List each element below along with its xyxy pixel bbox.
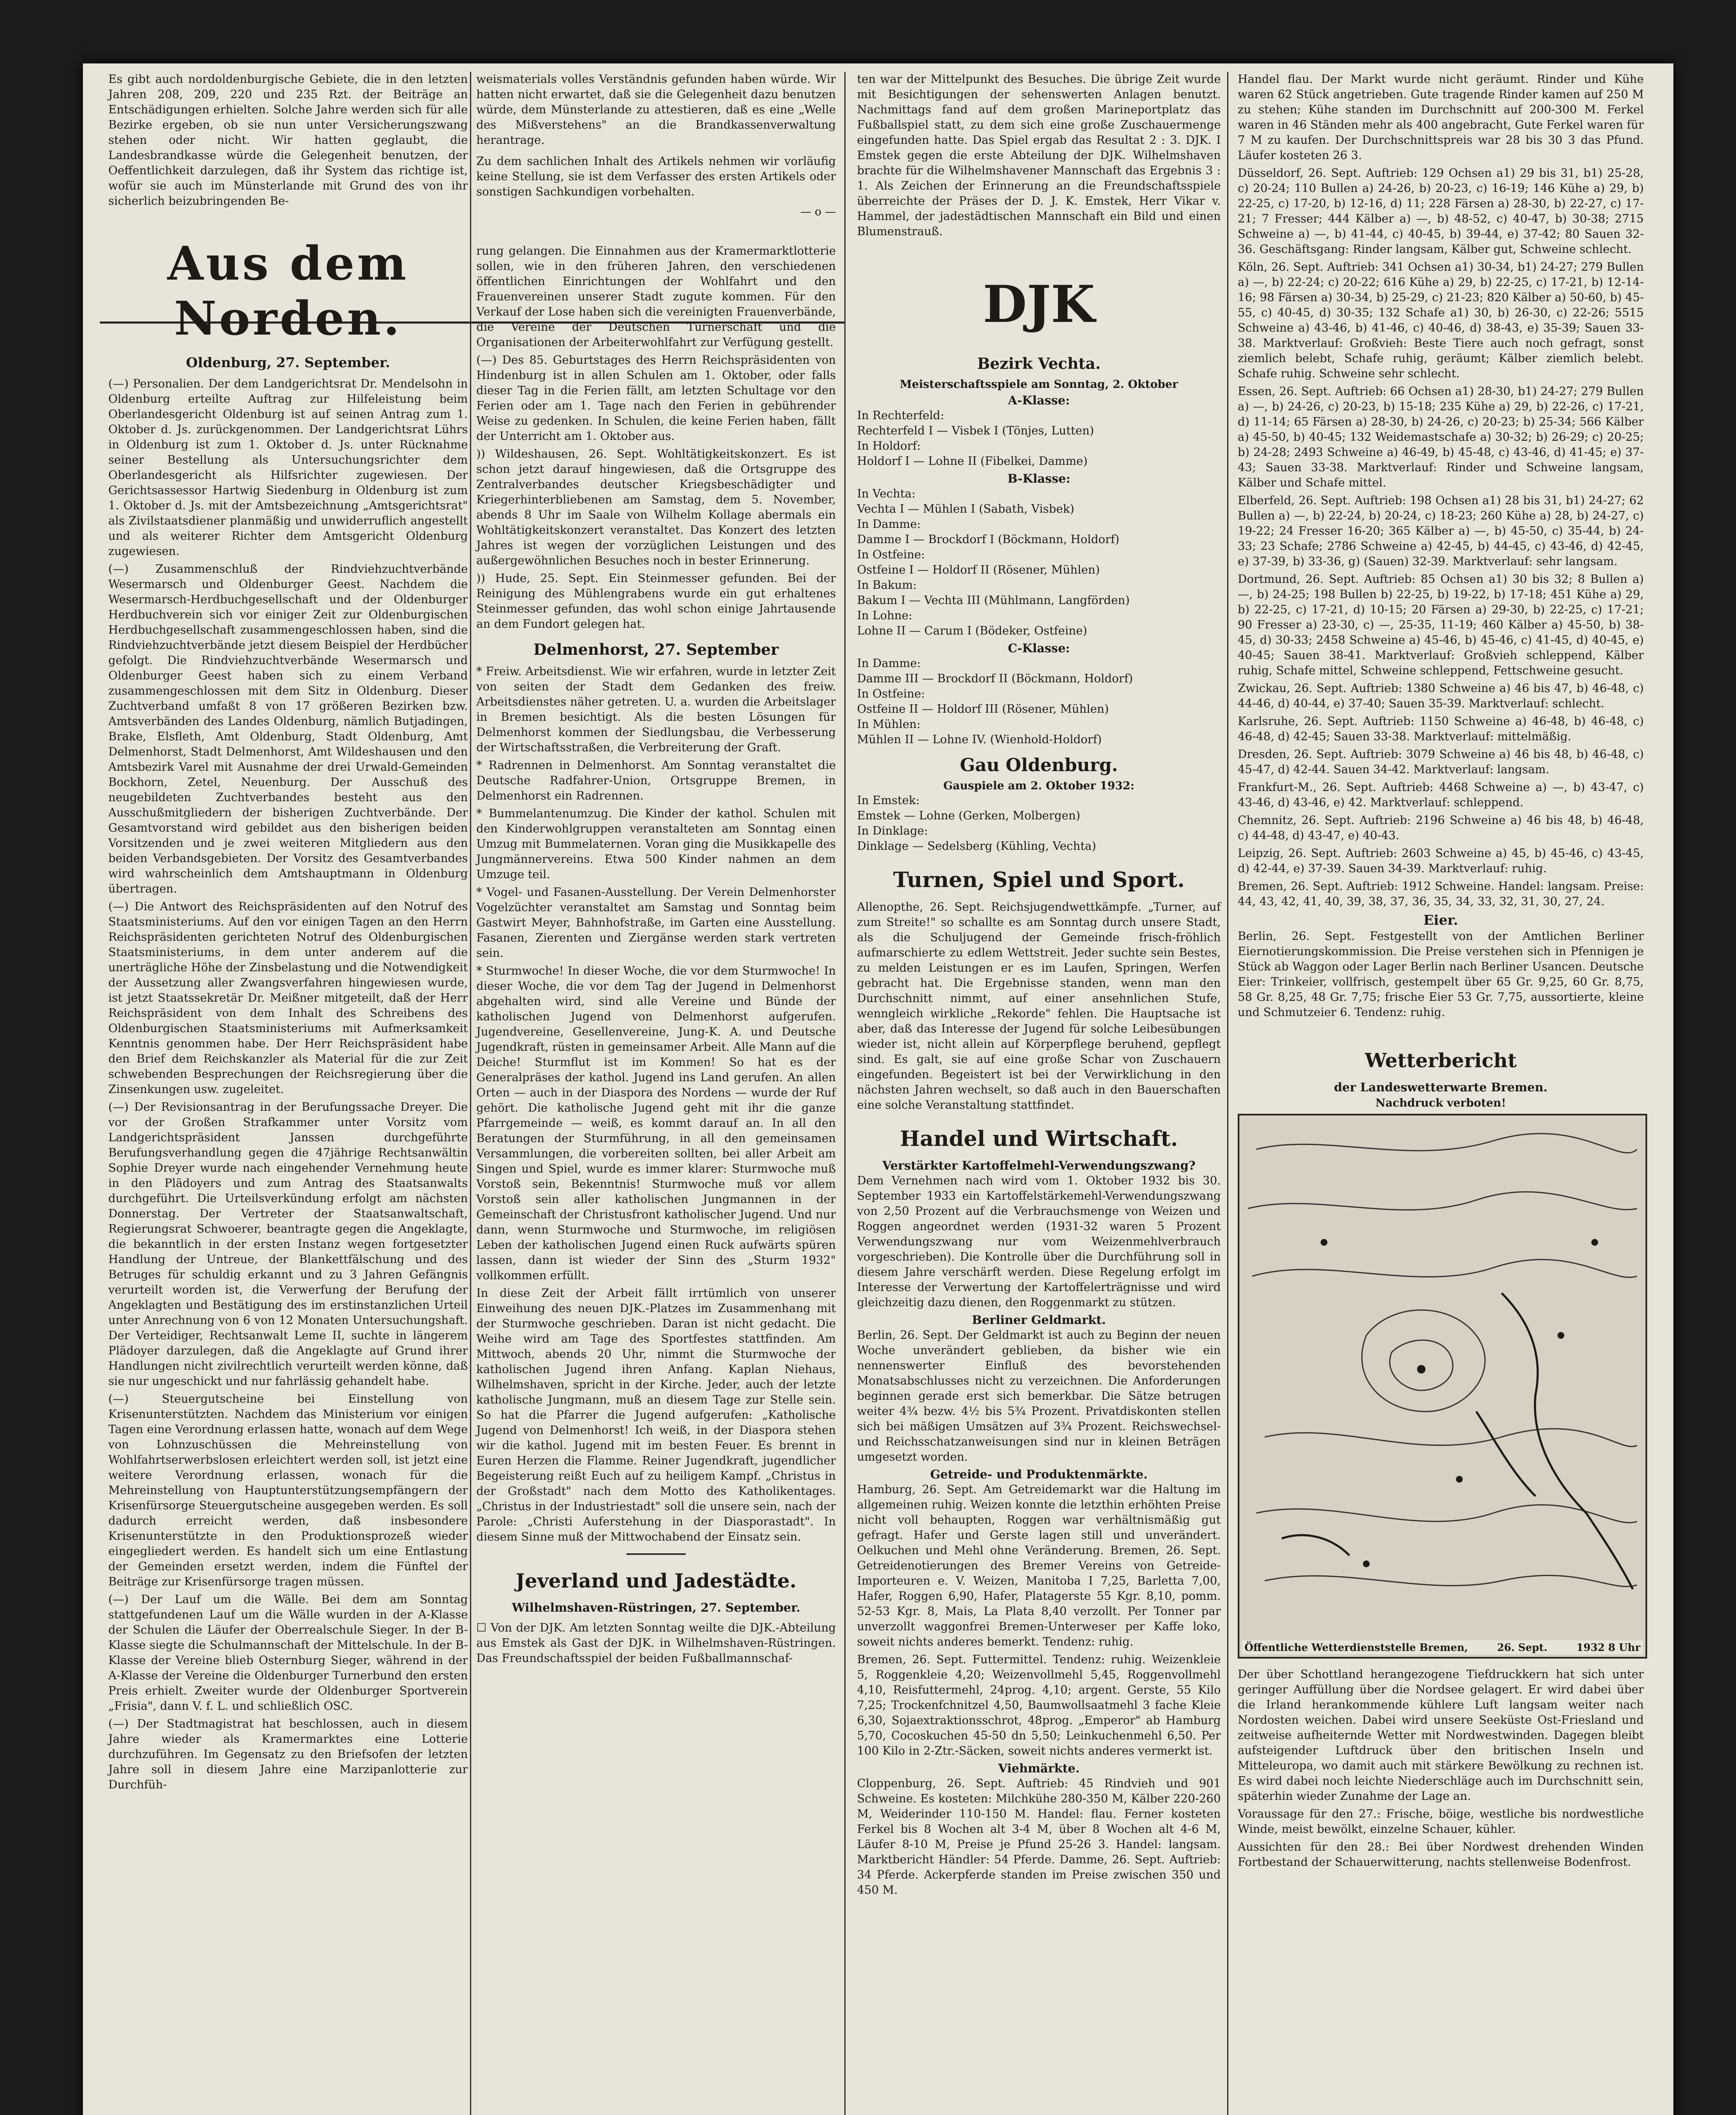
article-item: (—) Der Stadtmagistrat hat beschlossen, auch in diesem Jahre wieder als Kramermarktes eine Lotterie durchzuführen. Im Gegensatz zu den Briefsofen der letzten Jahre soll in diesem Jahre eine Marzipanlotterie zur Durchfüh- bbox=[108, 1717, 468, 1791]
article-item: )) Wildeshausen, 26. Sept. Wohltätigkeitskonzert. Es ist schon jetzt darauf hingewiesen, daß die Ortsgruppe des Zentralverbandes deutscher Kriegsbeschädigter und Kriegerhinterbliebenen am Samstag, dem 5. November, abends 8 Uhr im Saale von Wilhelm Kollage abermals ein Wohltätigkeitskonzert veranstaltet. Das Konzert des letzten Jahres ist wegen der vorzüglichen Leistungen und des außergewöhnlichen Besuches noch in bester Erinnerung. bbox=[476, 448, 836, 567]
top-middle-paragraph-1: weismaterials volles Verständnis gefunden haben würde. Wir hatten nicht erwartet, daß sie die Gelegenheit dazu benutzen würde, dem Münsterlande zu attestieren, daß es eine „Welle des Mißverstehens" an die Brandkassenverwaltung herantrage. bbox=[476, 73, 836, 147]
trade-subheading: Verstärkter Kartoffelmehl-Verwendungszwang? bbox=[882, 1159, 1196, 1173]
article-item: (—) Personalien. Der dem Landgerichtsrat Dr. Mendelsohn in Oldenburg erteilte Auftrag zur Hilfeleistung beim Oberlandesgericht Oldenburg ist auf seinen Antrag zum 1. Oktober d. Js. zurückgenommen. Der Landgerichtsrat Lührs in Oldenburg ist zum 1. Oktober d. Js. unter Rücknahme seiner Bestellung als Untersuchungsrichter dem Oberlandesgericht als Hilfsrichter zugewiesen. Der Gerichtsassessor Hartwig Siedenburg in Oldenburg ist zum 1. Oktober d. Js. mit der Amtsbezeichnung „Amtsgerichtsrat" als Zivilstaatsdiener planmäßig und unwiderruflich angestellt und als weiterer Richter dem Amtsgericht Oldenburg zugewiesen. bbox=[108, 377, 468, 558]
fixtures-a bbox=[857, 393, 1221, 469]
fixture-line: Emstek — Lohne (Gerken, Molbergen) bbox=[857, 809, 1080, 822]
dateline-wilhelmshaven: Wilhelmshaven-Rüstringen, 27. September. bbox=[511, 1601, 801, 1615]
logo-text: DJK bbox=[983, 275, 1095, 334]
class-label: A-Klasse: bbox=[1008, 393, 1070, 407]
end-mark: — o — bbox=[800, 206, 836, 218]
map-caption-time: 1932 8 Uhr bbox=[1576, 1641, 1640, 1654]
top-left-paragraph: Es gibt auch nordoldenburgische Gebiete, die in den letzten Jahren 208, 209, 220 und 235 Rzt. der Beiträge an Entschädigungen erhielten. Solche Jahre werden sich für alle Bezirke ergeben, ob sie nun unter Versicherungszwang stehen oder nicht. Wir hatten geglaubt, die Landesbrandkasse würde die Gelegenheit benutzen, der Oeffentlichkeit darzulegen, daß ihr System das richtige ist, wofür sie auch im Münsterlande mit Grund des von ihr sicherlich beizubringenden Be- bbox=[108, 73, 468, 208]
article-item: * Radrennen in Delmenhorst. Am Sonntag veranstaltet die Deutsche Radfahrer-Union, Ortsgruppe Bremen, in Delmenhorst ein Radrennen. bbox=[476, 759, 836, 802]
article-item: (—) Der Lauf um die Wälle. Bei dem am Sonntag stattgefundenen Lauf um die Wälle wurden in der A-Klasse der Schulen die Läufer der Oberrealschule Sieger. In der B-Klasse siegte die Schulmannschaft der Mittelschule. In der B-Klasse der Vereine blieb Osternburg Sieger, während in der A-Klasse der Vereine die Oldenburger Turnerbund den ersten Preis erhielt. Zweiter wurde der Oldenburger Sportverein „Frisia", dann V. f. L. und schließlich OSC. bbox=[108, 1593, 468, 1713]
market-report: Zwickau, 26. Sept. Auftrieb: 1380 Schweine a) 46 bis 47, b) 46-48, c) 44-46, d) 40-44, e) 37-40; Sauen 35-39. Marktverlauf: schlecht. bbox=[1238, 682, 1644, 710]
fixture-line: In Rechterfeld: bbox=[857, 409, 945, 422]
article-item: Hamburg, 26. Sept. Am Getreidemarkt war die Haltung im allgemeinen ruhig. Weizen konnte die letzthin erhöhten Preise nicht voll behaupten, Roggen war verhältnismäßig gut gefragt. Hafer und Gerste lagen still und unverändert. Oelkuchen und Mehl ohne Veränderung. Bremen, 26. Sept. Getreidenotierungen des Bremer Vereins von Getreide-Importeuren e. V. Weizen, Manitoba I 7,25, Barletta 7,00, Hafer, Roggen 6,90, Hafer, Platagerste 55 Kgr. 8,10, pomm. 52-53 Kgr. 8, Mais, La Plata 8,40 verzollt. Per Tonner par unverzollt waggonfrei Bremen-Unterweser per Kaffe loko, soweit nichts anderes bemerkt. Tendenz: ruhig. bbox=[857, 1483, 1221, 1648]
column-2 bbox=[476, 72, 836, 1669]
money-heading: Berliner Geldmarkt. bbox=[972, 1313, 1106, 1327]
class-label: B-Klasse: bbox=[1007, 472, 1071, 486]
fixture-line: Mühlen II — Lohne IV. (Wienhold-Holdorf) bbox=[857, 733, 1102, 746]
fixture-line: In Damme: bbox=[857, 518, 921, 531]
section-heading-north: Aus dem Norden. bbox=[167, 236, 409, 346]
article-item: (—) Der Revisionsantrag in der Berufungssache Dreyer. Die vor der Großen Strafkammer unter Vorsitz vom Landgerichtspräsident Janssen durchgeführte Berufungsverhandlung gegen die 47jährige Rechtsanwältin Sophie Dreyer wurde nach eingehender Vernehmung heute in den Plädoyers und zum Antrag des Staatsanwalts durchgeführt. Die Urteilsverkündung erfolgt am nächsten Donnerstag. Der Vertreter der Staatsanwaltschaft, Regierungsrat Schwoerer, beantragte gegen die Angeklagte, die bekanntlich in der ersten Instanz wegen fortgesetzter Handlung der Untreue, der Blankettfälschung und des Betruges für schuldig erkannt und zu 3 Jahren Gefängnis verurteilt worden ist, die Verwerfung der Berufung der Angeklagten und Bestätigung des im erstinstanzlichen Urteil unter Anrechnung von 6 von 12 Monaten Untersuchungshaft. Der Verteidiger, Rechtsanwalt Leme II, suchte in längerem Plädoyer darzulegen, daß die Angeklagte auf Grund ihrer Handlungen nicht zivilrechtlich verurteilt werden könne, daß sie nur ungeschickt und nur fahrlässig gehandelt habe. bbox=[108, 1101, 468, 1388]
market-report: Köln, 26. Sept. Auftrieb: 341 Ochsen a1) 30-34, b1) 24-27; 279 Bullen a) —, b) 22-24; c) 20-22; 616 Kühe a) 29, b) 22-25, c) 17-21, b) 12-14-16; 98 Färsen a) 30-34, b) 25-29, c) 21-23; 820 Kälber a) 50-60, b) 45-55, c) 40-45, d) 30-35; 132 Schafe a1) 30, b) 26-30, c) 22-26; 5515 Schweine a) 43-46, b) 41-46, c) 40-46, d) 38-43, e) 35-39; Sauen 33-38. Marktverlauf: Großvieh: Beste Tiere auch noch gefragt, sonst ziemlich belebt, Schafe ruhig, geräumt; Kälber ziemlich belebt. Schafe ruhig. Schweine sehr schlecht. bbox=[1238, 261, 1644, 380]
market-report: Elberfeld, 26. Sept. Auftrieb: 198 Ochsen a1) 28 bis 31, b1) 24-27; 62 Bullen a) —, b) 22-24, b) 20-24, c) 18-23; 260 Kühe a) 28, b) 24-27, c) 19-22; 24 Fresser 16-20; 365 Kälber a) —, b) 45-50, c) 35-44, b) 24-33; 23 Schafe; 2786 Schweine a) 42-45, b) 44-45, c) 43-46, d) 42-45, e) 37-39, b) 33-36, g) (Sauen) 32-39. Marktverlauf: sehr langsam. bbox=[1238, 494, 1644, 568]
gau-subheading: Gauspiele am 2. Oktober 1932: bbox=[943, 780, 1134, 792]
fixture-line: Rechterfeld I — Visbek I (Tönjes, Lutten) bbox=[857, 424, 1094, 437]
column-4 bbox=[1238, 72, 1644, 1873]
market-report: Düsseldorf, 26. Sept. Auftrieb: 129 Ochsen a1) 29 bis 31, b1) 25-28, c) 20-24; 110 Bullen a) 24-26, b) 20-23, c) 16-19; 146 Kühe a) 29, b) 22-25, c) 17-20, b) 12-16, d) 11; 228 Färsen a) 28-30, b) 22-27, c) 17-21; 7 Fresser; 444 Kälber a) —, b) 48-52, c) 40-47, b) 30-38; 2715 Schweine a) —, b) 41-44, c) 40-45, b) 39-44, e) 37-42; 80 Sauen 32-36. Geschäftsgang: Rinder langsam, Kälber gut, Schweine schlecht. bbox=[1238, 167, 1644, 256]
article-item: Bremen, 26. Sept. Futtermittel. Tendenz: ruhig. Weizenkleie 5, Roggenkleie 4,20; Weizenvollmehl 5,45, Roggenvollmehl 4,10, Reisfuttermehl, 24prog. 4,10; argent. Gerste, 55 Kilo 7,25; Trockenfchnitzel 4,50, Baumwollsaatmehl 3 fache Kleie 6,30, Sojaextraktionsschrot, 48prog. „Emperor" ab Hamburg 5,70, Cocoskuchen 45-50 dn 5,50; Leinkuchenmehl 6,50. Per 100 Kilo in 2-Ztr.-Säcken, soweit nichts anderes vermerkt ist. bbox=[857, 1653, 1221, 1758]
market-report: Essen, 26. Sept. Auftrieb: 66 Ochsen a1) 28-30, b1) 24-27; 279 Bullen a) —, b) 24-26, c) 20-23, b) 15-18; 235 Kühe a) 29, b) 22-26, c) 17-21, d) 11-14; 65 Färsen a) 28-30, b) 24-26, c) 20-23; b) 25-34; 566 Kälber a) 45-50, b) 40-45; 132 Weidemastschafe a) 30-32; b) 26-29; c) 20-25; b) 24-28; 2493 Schweine a) 46-49, b) 45-48, c) 43-46, d) 41-45; e) 37-43; Sauen 33-38. Marktverlauf: Rinder und Schweine langsam, Kälber und Schafe mittel. bbox=[1238, 385, 1644, 489]
cattle-heading: Viehmärkte. bbox=[998, 1761, 1080, 1775]
forecast-2: Aussichten für den 28.: Bei über Nordwest drehenden Winden Fortbestand der Schauerwitterung, nachts stellenweise Bodenfrost. bbox=[1238, 1840, 1644, 1869]
map-caption bbox=[1242, 1640, 1643, 1654]
fixtures-c bbox=[857, 641, 1221, 747]
eggs-heading: Eier. bbox=[1423, 912, 1458, 928]
fixtures-b bbox=[857, 472, 1221, 639]
column-rule-3 bbox=[1227, 72, 1228, 2115]
map-caption-date: 26. Sept. bbox=[1497, 1641, 1547, 1654]
article-item: * Vogel- und Fasanen-Ausstellung. Der Verein Delmenhorster Vogelzüchter veranstaltet am Samstag und Sonntag beim Gastwirt Meyer, Bahnhofstraße, im Garten eine Ausstellung. Fasanen, Zierenten und Ziergänse werden stark vertreten sein. bbox=[476, 886, 836, 960]
newspaper-page bbox=[83, 63, 1673, 2115]
column-rule-2 bbox=[844, 72, 846, 2115]
weather-text: Der über Schottland herangezogene Tiefdruckkern hat sich unter geringer Auffüllung über die Nordsee gelagert. Er wird dabei über die Irland herankommende kühlere Luft langsam weiter nach Nordosten weichen. Dabei wird unsere Seeküste Ost-Friesland und zeitweise aufheiternde Wetter mit Nordwestwinden. Dagegen bleibt aufsteigender Luftdruck über den britischen Inseln und Mitteleuropa, wo damit auch mit stärkere Bewölkung zu rechnen ist. Es wird dabei noch leichte Niederschläge auch im Durchschnitt sein, späterhin wieder Zunahme der Lage an. bbox=[1238, 1668, 1644, 1803]
divider bbox=[626, 1553, 686, 1555]
article-item: ☐ Von der DJK. Am letzten Sonntag weilte die DJK.-Abteilung aus Emstek als Gast der DJK. in Wilhelmshaven-Rüstringen. Das Freundschaftsspiel der beiden Fußballmannschaf- bbox=[476, 1621, 836, 1665]
fixture-line: Bakum I — Vechta III (Mühlmann, Langförden) bbox=[857, 594, 1130, 607]
fixture-line: Vechta I — Mühlen I (Sabath, Visbek) bbox=[857, 503, 1074, 516]
article-item: Berlin, 26. Sept. Der Geldmarkt ist auch zu Beginn der neuen Woche unverändert geblieben, da bisher wie ein nennenswerter Einfluß des bevorstehenden Monatsabschlusses nicht zu verzeichnen. Die Anforderungen beginnen gerade erst sich bemerkbar. Die Sätze betrugen weiter 4¾ bezw. 4½ bis 5¾ Prozent. Privatdiskonten stellen sich bei mäßigen Umsätzen auf 3¾ Prozent. Reichswechsel- und Reichsschatzanweisungen sind nur in kleinen Beträgen umgesetzt worden. bbox=[857, 1329, 1221, 1464]
article-item: )) Hude, 25. Sept. Ein Steinmesser gefunden. Bei der Reinigung des Mühlengrabens wurde ein gut erhaltenes Steinmesser gefunden, das wohl schon einige Jahrtausende an dem Fundort gelegen hat. bbox=[476, 572, 836, 631]
fixture-line: In Mühlen: bbox=[857, 718, 921, 731]
championship-heading: Meisterschaftsspiele am Sonntag, 2. Oktober bbox=[900, 378, 1178, 391]
fixture-line: Lohne II — Carum I (Bödeker, Ostfeine) bbox=[857, 624, 1088, 637]
weather-note: Nachdruck verboten! bbox=[1375, 1097, 1506, 1110]
weather-subheading: der Landeswetterwarte Bremen. bbox=[1334, 1080, 1548, 1094]
article-item: Dem Vernehmen nach wird vom 1. Oktober 1932 bis 30. September 1933 ein Kartoffelstärkemehl-Verwendungszwang von 2,50 Prozent auf die Verbrauchsmenge von Weizen und Roggen angeordnet werden (1931-32 waren 5 Prozent Verwendungszwang nur vom Weizenmehlverbrauch vorgeschrieben). Die Kontrolle über die Durchführung soll in diesem Jahre verschärft werden. Diese Regelung erfolgt im Interesse der Verwertung der Kartoffelerträgnisse und wird gleichzeitig dazu dienen, den Roggenmarkt zu stützen. bbox=[857, 1174, 1221, 1309]
article-item: * Bummelantenumzug. Die Kinder der kathol. Schulen mit den Kinderwohlgruppen veranstalteten am Sonntag einen Umzug mit Bummelaternen. Voran ging die Musikkapelle des Jungmännervereins. Etwa 500 Kinder nahmen an dem Umzuge teil. bbox=[476, 807, 836, 881]
article-item: Allenopthe, 26. Sept. Reichsjugendwettkämpfe. „Turner, auf zum Streite!" so schallte es am Sonntag durch unsere Stadt, als die Schuljugend der Gemeinde frisch-fröhlich aufmarschierte zu edlem Wettstreit. Jeder suchte sein Bestes, zu melden Leistungen er es im Laufen, Springen, Werfen gebracht hat. Die Ergebnisse standen, wenn man den Durchschnitt nimmt, auf einer ansehnlichen Stufe, wenngleich wirkliche „Rekorde" fehlen. Die Hauptsache ist aber, daß das Interesse der Jugend für solche Leibesübungen wieder ist, nicht allein auf Körperpflege beruhend, gepflegt sind. Es galt, sie auf eine große Schar von Zuschauern eingefunden. Begeistert ist bei der Verwirklichung in den nächsten Jahren wechselt, so daß auch in den Bauerschaften eine solche Veranstaltung stattfindet. bbox=[857, 901, 1221, 1112]
article-item: (—) Des 85. Geburtstages des Herrn Reichspräsidenten von Hindenburg ist in allen Schulen am 1. Oktober, oder falls dieser Tag in die Ferien fällt, am letzten Schultage vor den Ferien oder am 1. Tage nach den Ferien in gebührender Weise zu gedenken. In Schulen, die keine Ferien haben, fällt der Unterricht am 1. Oktober aus. bbox=[476, 354, 836, 443]
grain-heading: Getreide- und Produktenmärkte. bbox=[930, 1467, 1148, 1481]
section-heading-trade: Handel und Wirtschaft. bbox=[900, 1126, 1178, 1151]
market-report: Frankfurt-M., 26. Sept. Auftrieb: 4468 Schweine a) —, b) 43-47, c) 43-46, d) 43-46, e) 42. Marktverlauf: schleppend. bbox=[1238, 781, 1644, 809]
article-item: * Sturmwoche! In dieser Woche, die vor dem Sturmwoche! In dieser Woche, die vor dem Tag der Jugend in Delmenhorst abgehalten wird, sind alle Vereine und Bünde der katholischen Jugend von Delmenhorst aufgerufen. Jugendvereine, Gesellenvereine, Jung-K. A. und Deutsche Jugendkraft, rüsten in gemeinsamer Arbeit. Alle Mann auf die Deiche! Sturmflut ist im Kommen! So hat es der Generalpräses der kathol. Jugend ins Land gerufen. An allen Orten — auch in der Diaspora des Nordens — wurde der Ruf gehört. Die katholische Jugend geht mit ihr die ganze Pfarrgemeinde — weiß, es kommt darauf an. In all den Beratungen der Sturmführung, in all den gemeinsamen Versammlungen, die vorbereiten sollten, bei aller Arbeit am Singen und Spiel, wurde es immer klarer: Sturmwoche muß Vorstoß sein, Bekenntnis! Sturmwoche muß vor allem Vorstoß sein aller katholischen Jungmannen in der Gemeinschaft der Christusfront katholischer Jugend. Und nur dann, wenn Sturmwoche und Sturmwoche, im religiösen Leben der katholischen Jugend einen Ruck aufwärts spüren lassen, dann ist wieder der Sinn des „Sturm 1932" vollkommen erfüllt. bbox=[476, 964, 836, 1282]
fixture-line: Ostfeine II — Holdorf III (Rösener, Mühlen) bbox=[857, 703, 1109, 716]
class-label: C-Klasse: bbox=[1008, 641, 1070, 655]
section-heading-sport: Turnen, Spiel und Sport. bbox=[893, 867, 1185, 892]
fixture-line: Ostfeine I — Holdorf II (Rösener, Mühlen) bbox=[857, 563, 1100, 577]
section-heading-jever: Jeverland und Jadestädte. bbox=[516, 1569, 797, 1592]
column-1 bbox=[108, 72, 468, 1795]
map-caption-source: Öffentliche Wetterdienststelle Bremen, bbox=[1244, 1641, 1468, 1654]
eggs-report: Berlin, 26. Sept. Festgestellt von der Amtlichen Berliner Eiernotierungskommission. Die Preise verstehen sich in Pfennigen je Stück ab Waggon oder Lager Berlin nach Berliner Usancen. Deutsche Eier: Trinkeier, vollfrisch, gestempelt über 65 Gr. 9,25, 60 Gr. 8,75, 58 Gr. 8,25, 48 Gr. 7,75; frische Eier 53 Gr. 7,75, aussortierte, kleine und Schmutzeier 6. Tendenz: ruhig. bbox=[1238, 930, 1644, 1019]
fixture-line: In Holdorf: bbox=[857, 439, 921, 453]
market-report: Handel flau. Der Markt wurde nicht geräumt. Rinder und Kühe waren 62 Stück angetrieben. Gute tragende Rinder kamen auf 250 M zu stehen; Kühe standen im Durchschnitt auf 200-300 M. Ferkel waren in 46 Ständen mehr als 400 angebracht, Gute Ferkel waren für 7 M zu kaufen. Der Durchschnittspreis war 28 bis 30 3 das Pfund. Läufer kosteten 26 3. bbox=[1238, 73, 1644, 162]
column-3 bbox=[857, 72, 1221, 1901]
fixture-line: Dinklage — Sedelsberg (Kühling, Vechta) bbox=[857, 840, 1096, 853]
fixture-line: In Vechta: bbox=[857, 487, 916, 500]
fixture-line: In Bakum: bbox=[857, 579, 917, 592]
article-item: (—) Steuergutscheine bei Einstellung von Krisenunterstützten. Nachdem das Ministerium vor einigen Tagen eine Verordnung erlassen hatte, wonach auf dem Wege von Lohnzuschüssen die Mehreinstellung von Wohlfahrtserwerbslosen erleichtert werden soll, ist jetzt eine weitere Verordnung erlassen, wonach für die Mehreinstellung von Hauptunterstützungsempfängern der Krisenfürsorge Steuergutscheine ausgegeben werden. Es soll dadurch erreicht werden, daß insbesondere Krisenunterstützte in den Produktionsprozeß wieder eingegliedert werden. Es handelt sich um eine Entlastung der Gemeinden ersetzt werden, indem die Fünftel der Beiträge zur Krisenfürsorge tragen müssen. bbox=[108, 1393, 468, 1588]
fixture-line: Damme I — Brockdorf I (Böckmann, Holdorf) bbox=[857, 533, 1120, 546]
column-rule-1 bbox=[470, 72, 471, 2115]
fixture-line: In Dinklage: bbox=[857, 824, 928, 838]
fixture-line: Damme III — Brockdorf II (Böckmann, Holdorf) bbox=[857, 672, 1133, 685]
weather-map bbox=[1238, 1114, 1647, 1659]
market-report: Leipzig, 26. Sept. Auftrieb: 2603 Schweine a) 45, b) 45-46, c) 43-45, d) 42-44, e) 37-39. Sauen 34-39. Marktverlauf: ruhig. bbox=[1238, 847, 1644, 875]
market-report: Dortmund, 26. Sept. Auftrieb: 85 Ochsen a1) 30 bis 32; 8 Bullen a) —, b) 24-25; 198 Bullen b) 22-25, b) 19-22, b) 17-18; 451 Kühe a) 29, b) 22-25, c) 17-21, d) 10-15; 20 Färsen a) 29-30, b) 22-25, c) 17-21; 90 Fresser a) 23-30, c) —, 25-35, 11-19; 460 Kälber a) 45-50, b) 38-45, d) 30-33; 2458 Schweine a) 45-46, b) 45-46, c) 41-45, d) 40-45, e) 40-45; Sauen 38-41. Marktverlauf: Großvieh schleppend, Kälber ruhig, Schafe mittel, Schweine schleppend, Fettschweine gesucht. bbox=[1238, 573, 1644, 677]
fixture-line: In Lohne: bbox=[857, 609, 912, 622]
market-report: Chemnitz, 26. Sept. Auftrieb: 2196 Schweine a) 46 bis 48, b) 46-48, c) 44-48, d) 43-47, e) 40-43. bbox=[1238, 814, 1644, 842]
article-item: In diese Zeit der Arbeit fällt irrtümlich von unserer Einweihung des neuen DJK.-Platzes im Zusammenhang mit der Sturmwoche geschrieben. Daran ist nicht gedacht. Die Weihe wird am Tage des Sportfestes stattfinden. Am Mittwoch, abends 20 Uhr, nimmt die Sturmwoche der katholischen Jugend ihren Anfang. Kaplan Niehaus, Wilhelmshaven, spricht in der Kirche. Jeder, auch der letzte katholische Jungmann, muß an diesem Tage zur Stelle sein. So hat die Pfarrer die Jugend aufgerufen: „Katholische Jugend von Delmenhorst! Ich weiß, in der Diaspora stehen wir die kathol. Jugend mit im besten Feuer. Es brennt in Euren Herzen die Flamme. Reiner Jugendkraft, jugendlicher Begeisterung reißt Euch auf zu heiligem Kampf. „Christus in der Großstadt" nach dem Motto des Katholikentages. „Christus in der Industriestadt" soll die unsere sein, nach der Parole: „Christi Auferstehung in der Diasporastadt". In diesem Sinne muß der Mittwochabend der Einsatz sein. bbox=[476, 1287, 836, 1544]
district-heading: Bezirk Vechta. bbox=[977, 355, 1101, 373]
market-report: Karlsruhe, 26. Sept. Auftrieb: 1150 Schweine a) 46-48, b) 46-48, c) 46-48, d) 42-45; Sauen 33-38. Marktverlauf: mittelmäßig. bbox=[1238, 715, 1644, 743]
top-middle-paragraph-2: Zu dem sachlichen Inhalt des Artikels nehmen wir vorläufig keine Stellung, sie ist dem Verfasser des ersten Artikels oder sonstigen Sachkundigen vorbehalten. bbox=[476, 155, 836, 198]
article-item: (—) Die Antwort des Reichspräsidenten auf den Notruf des Staatsministeriums. Auf den vor einigen Tagen an den Herrn Reichspräsidenten gerichteten Notruf des Oldenburgischen Staatsministeriums, in dem unter anderem auf die unerträgliche Höhe der Zinsbelastung und die Notwendigkeit der Aussetzung aller Zwangsverfahren hingewiesen wurde, ist jetzt Staatssekretär Dr. Meißner mitgeteilt, daß der Herr Reichspräsident von dem Inhalt des Schreibens des Oldenburgischen Staatsministeriums mit Aufmerksamkeit Kenntnis genommen habe. Der Herr Reichspräsident habe den Brief dem Reichskanzler als Material für die zur Zeit schwebenden Besprechungen der Reichsregierung über die Zinsenkungen usw. zugeleitet. bbox=[108, 900, 468, 1096]
weather-map-image bbox=[1239, 1115, 1642, 1636]
top-right-paragraph: ten war der Mittelpunkt des Besuches. Die übrige Zeit wurde mit Besichtigungen der sehenswerten Anlagen benutzt. Nachmittags fand auf dem großen Marineportplatz das Fußballspiel statt, zu dem sich eine große Zuschauermenge eingefunden hatte. Das Spiel ergab das Resultat 2 : 3. DJK. I Emstek gegen die erste Abteilung der DJK. Wilhelmshaven brachte für die Wilhelmshavener Mannschaft das Ergebnis 3 : 1. Als Zeichen der Erinnerung an die Freundschaftsspiele überreichte der Präses der D. J. K. Emstek, Herr Vikar v. Hammel, der jadestädtischen Mannschaft ein Bild und einen Blumenstrauß. bbox=[857, 73, 1221, 238]
dateline-delmenhorst: Delmenhorst, 27. September bbox=[533, 641, 779, 659]
fixture-line: In Ostfeine: bbox=[857, 687, 925, 700]
fixture-line: In Ostfeine: bbox=[857, 548, 925, 561]
fixture-line: In Emstek: bbox=[857, 794, 920, 807]
article-item: Cloppenburg, 26. Sept. Auftrieb: 45 Rindvieh und 901 Schweine. Es kosteten: Milchkühe 280-350 M, Kälber 220-260 M, Weiderinder 110-150 M. Handel: flau. Ferner kosteten Ferkel bis 8 Wochen alt 3-4 M, über 8 Wochen alt 4-6 M, Läufer 8-10 M, Preise je Pfund 25-26 3. Handel: langsam. Marktbericht Händler: 54 Pferde. Damme, 26. Sept. Auftrieb: 34 Pferde. Ackerpferde standen im Preise zwischen 350 und 450 M. bbox=[857, 1777, 1221, 1897]
fixture-line: In Damme: bbox=[857, 657, 921, 670]
article-item: (—) Zusammenschluß der Rindviehzuchtverbände Wesermarsch und Oldenburger Geest. Nachdem die Wesermarsch-Herdbuchgesellschaft und der Oldenburger Herdbuchverein sich vor einiger Zeit zur Oldenburgischen Herdbuchgesellschaft zusammengeschlossen haben, sind die Rindviehzuchtverbände jetzt diesem Beispiel der Herdbücher gefolgt. Die Rindviehzuchtverbände Wesermarsch und Oldenburger Geest haben sich zu einem Verband zusammengeschlossen mit dem Sitz in Oldenburg. Dieser Zuchtverband umfaßt 8 von 17 größeren Bezirken bzw. Amtsverbänden des Landes Oldenburg, nämlich Butjadingen, Brake, Elsfleth, Amt Oldenburg, Stadt Oldenburg, Amt Delmenhorst, Stadt Delmenhorst, Amt Wildeshausen und den Amtsbezirk Varel mit Ausnahme der drei Urwald-Gemeinden Bockhorn, Zetel, Neuenburg. Der Ausschuß des neugebildeten Zuchtverbandes besteht aus den Ausschußmitgliedern der bisherigen Zuchtverbände. Der Gesamtvorstand wird gebildet aus den bisherigen beiden Vorsitzenden und je zwei weiteren Mitgliedern aus den beiden Verbandsgebieten. Der Vorsitz des Gesamtverbandes wird wahrscheinlich dem Amtshauptmann in Oldenburg übertragen. bbox=[108, 563, 468, 895]
weather-heading: Wetterbericht bbox=[1365, 1049, 1517, 1072]
market-report: Dresden, 26. Sept. Auftrieb: 3079 Schweine a) 46 bis 48, b) 46-48, c) 45-47, d) 42-44. Sauen 34-42. Marktverlauf: langsam. bbox=[1238, 748, 1644, 776]
dateline-oldenburg: Oldenburg, 27. September. bbox=[186, 354, 390, 371]
fixture-line: Holdorf I — Lohne II (Fibelkei, Damme) bbox=[857, 455, 1088, 468]
gau-heading: Gau Oldenburg. bbox=[960, 755, 1118, 775]
djk-logo-icon bbox=[983, 256, 1095, 345]
article-item: rung gelangen. Die Einnahmen aus der Kramermarktlotterie sollen, wie in den früheren Jahren, den verschiedenen öffentlichen Einrichtungen der Wohlfahrt und den Frauenvereinen unserer Stadt zugute kommen. Für den Verkauf der Lose haben sich die vereinigten Frauenverbände, die Vereine der Deutschen Turnerschaft und die Organisationen der Arbeiterwohlfahrt zur Verfügung gestellt. bbox=[476, 244, 836, 349]
market-report: Bremen, 26. Sept. Auftrieb: 1912 Schweine. Handel: langsam. Preise: 44, 43, 42, 41, 40, 39, 38, 37, 36, 35, 34, 33, 32, 31, 30, 27, 24. bbox=[1238, 880, 1644, 908]
article-item: * Freiw. Arbeitsdienst. Wie wir erfahren, wurde in letzter Zeit von seiten der Stadt dem Gedanken des freiw. Arbeitsdienstes näher getreten. U. a. wurden die Arbeitslager in Bremen besichtigt. Als die besten Lösungen für Delmenhorst kommen der Siedlungsbau, die Verbesserung der Wirtschaftsstraßen, die Verbreiterung der Graft. bbox=[476, 665, 836, 754]
forecast-1: Voraussage für den 27.: Frische, böige, westliche bis nordwestliche Winde, meist bewölkt, einzelne Schauer, kühler. bbox=[1238, 1807, 1644, 1836]
